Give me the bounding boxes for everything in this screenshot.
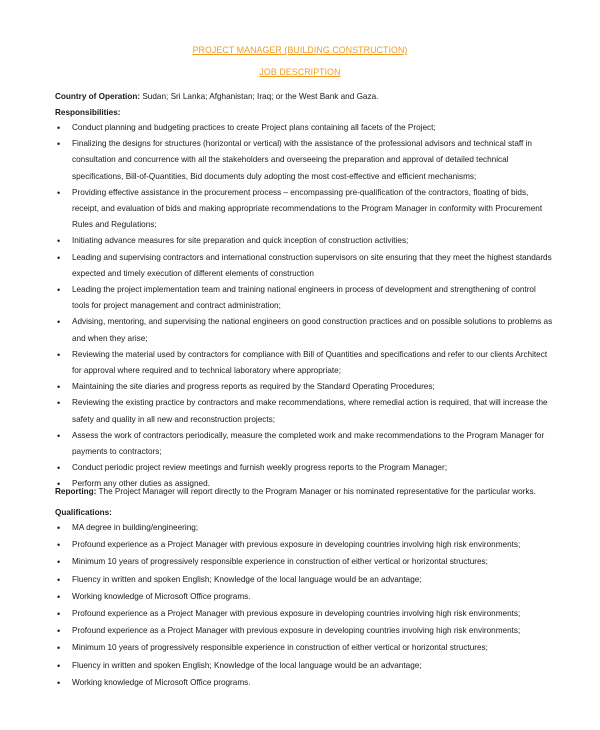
document-subtitle: JOB DESCRIPTION <box>259 67 341 77</box>
country-of-operation <box>55 89 378 105</box>
list-item: • Profound experience as a Project Manager with previous exposure in developing countries involving high risk environments; <box>55 623 555 639</box>
responsibilities-list <box>55 120 555 493</box>
list-item: • MA degree in building/engineering; <box>55 520 555 536</box>
list-item: • Conduct periodic project review meetings and furnish weekly progress reports to the Program Manager; <box>55 460 555 476</box>
reporting-paragraph <box>55 484 555 500</box>
list-item: • Minimum 10 years of progressively responsible experience in construction of either vertical or horizontal structures; <box>55 640 555 656</box>
list-item: • Reviewing the material used by contractors for compliance with Bill of Quantities and specifications and refer to our clients Architect for approval where required and to technical laboratory where appropriate; <box>55 347 555 379</box>
reporting-value: The Project Manager will report directly to the Program Manager or his nominated representative for the particular works. <box>98 487 536 496</box>
list-item: • Working knowledge of Microsoft Office programs. <box>55 675 555 691</box>
country-value: Sudan; Sri Lanka; Afghanistan; Iraq; or the West Bank and Gaza. <box>142 92 379 101</box>
list-item: • Minimum 10 years of progressively responsible experience in construction of either vertical or horizontal structures; <box>55 554 555 570</box>
reporting-label: Reporting: <box>55 487 97 496</box>
list-item: • Perform any other duties as assigned. <box>55 476 555 492</box>
list-item: • Profound experience as a Project Manager with previous exposure in developing countries involving high risk environments; <box>55 606 555 622</box>
document-title: PROJECT MANAGER (BUILDING CONSTRUCTION) <box>192 45 408 55</box>
list-item: • Reviewing the existing practice by contractors and make recommendations, where remedial action is required, that will increase the safety and quality in all new and reconstruction projects; <box>55 395 555 427</box>
list-item: • Initiating advance measures for site preparation and quick inception of construction activities; <box>55 233 555 249</box>
list-item: • Profound experience as a Project Manager with previous exposure in developing countries involving high risk environments; <box>55 537 555 553</box>
list-item: • Conduct planning and budgeting practices to create Project plans containing all facets of the Project; <box>55 120 555 136</box>
list-item: • Providing effective assistance in the procurement process – encompassing pre-qualification of the contractors, floating of bids, receipt, and evaluation of bids and making appropriate recommendations to the Program Manager in conformity with Procurement Rules and Regulations; <box>55 185 555 234</box>
list-item: • Advising, mentoring, and supervising the national engineers on good construction practices and on possible solutions to problems as and when they arise; <box>55 314 555 346</box>
list-item: • Fluency in written and spoken English; Knowledge of the local language would be an advantage; <box>55 658 555 674</box>
list-item: • Working knowledge of Microsoft Office programs. <box>55 589 555 605</box>
list-item: • Finalizing the designs for structures (horizontal or vertical) with the assistance of the professional advisors and technical staff in consultation and concurrence with all the stakeholders and overseeing the preparation and approval of detailed technical specifications, Bill-of-Quantities, Bid documents duly adopting the most cost-effective and efficient mechanisms; <box>55 136 555 185</box>
qualifications-list <box>55 520 555 692</box>
list-item: • Assess the work of contractors periodically, measure the completed work and make recommendations to the Program Manager for payments to contractors; <box>55 428 555 460</box>
qualifications-heading: Qualifications: <box>55 508 112 517</box>
list-item: • Fluency in written and spoken English; Knowledge of the local language would be an advantage; <box>55 572 555 588</box>
responsibilities-heading: Responsibilities: <box>55 108 121 117</box>
list-item: • Leading the project implementation team and training national engineers in process of development and strengthening of control tools for project management and contract administration; <box>55 282 555 314</box>
list-item: • Leading and supervising contractors and international construction supervisors on site ensuring that they meet the highest standards expected and timely execution of different elements of construction <box>55 250 555 282</box>
country-label: Country of Operation: <box>55 92 141 101</box>
list-item: • Maintaining the site diaries and progress reports as required by the Standard Operating Procedures; <box>55 379 555 395</box>
